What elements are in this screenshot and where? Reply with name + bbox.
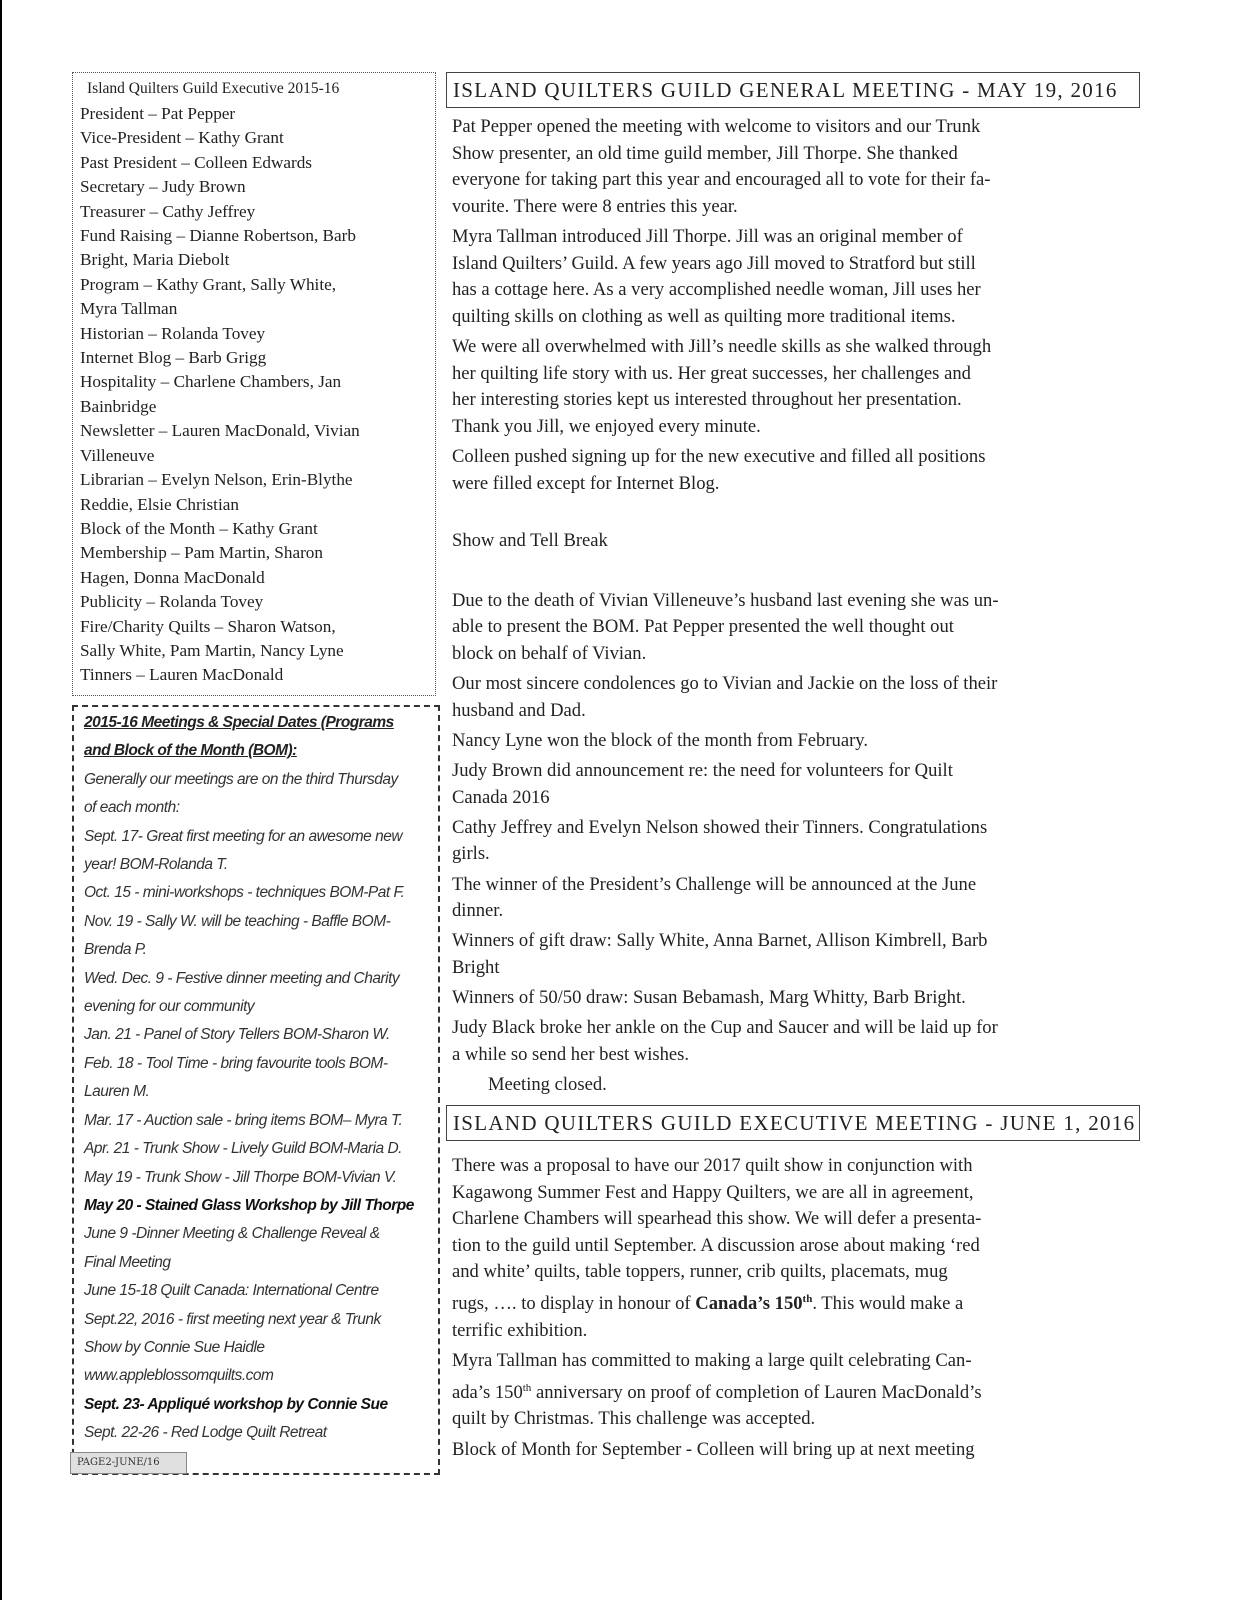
page-left-border: [0, 0, 2, 1600]
paragraph-line: The winner of the President’s Challenge will be announced at the June: [452, 873, 977, 895]
executive-list: [80, 102, 429, 688]
executive-title: Island Quilters Guild Executive 2015-16: [87, 80, 340, 97]
paragraph: [452, 758, 1142, 811]
executive-role-line: Newsletter – Lauren MacDonald, Vivian: [80, 421, 360, 441]
date-entry: Apr. 21 - Trunk Show - Lively Guild BOM-Maria D.: [84, 1140, 402, 1158]
date-entry-highlight: Sept. 23- Appliqué workshop by Connie Sue: [84, 1395, 388, 1413]
date-entry: Sept.22, 2016 - first meeting next year & Trunk: [84, 1310, 381, 1328]
paragraph-line: Myra Tallman introduced Jill Thorpe. Jill was an original member of: [452, 225, 963, 247]
paragraph: [452, 671, 1142, 724]
date-entry: Final Meeting: [84, 1253, 171, 1271]
paragraph-line: her interesting stories kept us interested throughout her presentation.: [452, 389, 962, 411]
general-meeting-body: [452, 114, 1142, 1099]
executive-role-line: Treasurer – Cathy Jeffrey: [80, 201, 256, 221]
executive-role-line: Program – Kathy Grant, Sally White,: [80, 274, 337, 294]
paragraph-line: Colleen pushed signing up for the new executive and filled all positions: [452, 445, 986, 467]
executive-role-line: Hagen, Donna MacDonald: [80, 567, 265, 587]
text-run: ada’s 150: [452, 1381, 523, 1403]
paragraph-line: a while so send her best wishes.: [452, 1043, 690, 1065]
paragraph-line: husband and Dad.: [452, 699, 586, 721]
general-meeting-heading: ISLAND QUILTERS GUILD GENERAL MEETING - MAY 19, 2016: [446, 72, 1140, 108]
date-entry: Feb. 18 - Tool Time - bring favourite tools BOM-: [84, 1054, 388, 1072]
executive-role-line: Vice-President – Kathy Grant: [80, 128, 284, 148]
superscript: th: [522, 1381, 532, 1394]
executive-role-line: Villeneuve: [80, 445, 155, 465]
executive-meeting-heading: ISLAND QUILTERS GUILD EXECUTIVE MEETING - JUNE 1, 2016: [446, 1105, 1140, 1141]
date-entry: Sept. 17- Great first meeting for an awesome new: [84, 827, 403, 845]
page-number-label: PAGE2-JUNE/16: [70, 1452, 187, 1474]
paragraph-line: girls.: [452, 843, 490, 865]
executive-role-line: Fund Raising – Dianne Robertson, Barb: [80, 226, 356, 246]
executive-role-line: Sally White, Pam Martin, Nancy Lyne: [80, 640, 344, 660]
paragraph: [452, 114, 1142, 220]
paragraph-line: Judy Black broke her ankle on the Cup and Saucer and will be laid up for: [452, 1017, 998, 1039]
paragraph: [452, 815, 1142, 868]
paragraph-line: Winners of 50/50 draw: Susan Bebamash, Marg Whitty, Barb Bright.: [452, 987, 966, 1009]
paragraph-line: Show presenter, an old time guild member, Jill Thorpe. She thanked: [452, 142, 958, 164]
paragraph-line: Kagawong Summer Fest and Happy Quilters, we are all in agreement,: [452, 1181, 974, 1203]
paragraph-line: Bright: [452, 956, 500, 978]
paragraph-line: her quilting life story with us. Her great successes, her challenges and: [452, 362, 971, 384]
executive-role-line: Fire/Charity Quilts – Sharon Watson,: [80, 616, 336, 636]
paragraph-line: Block of Month for September - Colleen will bring up at next meeting: [452, 1438, 975, 1460]
dates-list: [84, 766, 432, 1192]
date-entry: www.appleblossomquilts.com: [84, 1367, 274, 1385]
executive-list-box: [72, 72, 436, 696]
date-entry: Lauren M.: [84, 1083, 150, 1101]
date-entry: Mar. 17 - Auction sale - bring items BOM– Myra T.: [84, 1111, 403, 1129]
paragraph-line: Judy Brown did announcement re: the need for volunteers for Quilt: [452, 760, 953, 782]
date-entry: Oct. 15 - mini-workshops - techniques BOM-Pat F.: [84, 884, 405, 902]
paragraph-line: Due to the death of Vivian Villeneuve’s husband last evening she was un-: [452, 589, 999, 611]
date-entry: Jan. 21 - Panel of Story Tellers BOM-Sharon W.: [84, 1026, 390, 1044]
paragraph: [452, 928, 1142, 981]
dates-heading-line: and Block of the Month (BOM):: [84, 742, 297, 760]
executive-role-line: Block of the Month – Kathy Grant: [80, 518, 318, 538]
text-run: rugs, …. to display in honour of: [452, 1293, 696, 1315]
date-entry: June 9 -Dinner Meeting & Challenge Reveal &: [84, 1225, 380, 1243]
executive-role-line: Bainbridge: [80, 396, 157, 416]
dates-heading-line: 2015-16 Meetings & Special Dates (Programs: [84, 714, 394, 731]
paragraph-line: quilt by Christmas. This challenge was accepted.: [452, 1408, 816, 1430]
executive-role-line: Publicity – Rolanda Tovey: [80, 592, 264, 612]
paragraph-line: We were all overwhelmed with Jill’s needle skills as she walked through: [452, 335, 992, 357]
paragraph-line: Island Quilters’ Guild. A few years ago Jill moved to Stratford but still: [452, 252, 976, 274]
paragraph: [452, 334, 1142, 440]
meeting-dates-box: [72, 705, 440, 1475]
paragraph-line: Nancy Lyne won the block of the month from February.: [452, 729, 869, 751]
paragraph-line: Our most sincere condolences go to Vivian and Jackie on the loss of their: [452, 673, 998, 695]
dates-list-continued: [84, 1220, 432, 1390]
paragraph-line: quilting skills on clothing as well as quilting more traditional items.: [452, 305, 956, 327]
paragraph-line: were filled except for Internet Blog.: [452, 472, 720, 494]
paragraph: [452, 872, 1142, 925]
paragraph-line: Thank you Jill, we enjoyed every minute.: [452, 415, 761, 437]
executive-role-line: Historian – Rolanda Tovey: [80, 323, 266, 343]
paragraph-line: Charlene Chambers will spearhead this show. We will defer a presenta-: [452, 1208, 982, 1230]
paragraph: [452, 1153, 1142, 1344]
paragraph: [452, 1348, 1142, 1433]
date-entry: Nov. 19 - Sally W. will be teaching - Baffle BOM-: [84, 912, 391, 930]
paragraph: [452, 444, 1142, 497]
paragraph: [452, 588, 1142, 668]
paragraph-line: Canada 2016: [452, 786, 550, 808]
executive-role-line: Reddie, Elsie Christian: [80, 494, 239, 514]
paragraph-line: Cathy Jeffrey and Evelyn Nelson showed their Tinners. Congratulations: [452, 816, 988, 838]
text-run: . This would make a: [812, 1293, 964, 1315]
date-entry: Generally our meetings are on the third Thursday: [84, 770, 398, 788]
executive-role-line: President – Pat Pepper: [80, 104, 236, 123]
paragraph-line: Pat Pepper opened the meeting with welcome to visitors and our Trunk: [452, 116, 981, 137]
paragraph-line: dinner.: [452, 900, 504, 922]
paragraph-line: terrific exhibition.: [452, 1319, 588, 1341]
executive-role-line: Myra Tallman: [80, 299, 178, 319]
paragraph-line: vourite. There were 8 entries this year.: [452, 195, 738, 217]
paragraph-line: There was a proposal to have our 2017 quilt show in conjunction with: [452, 1155, 973, 1176]
date-entry: May 19 - Trunk Show - Jill Thorpe BOM-Vivian V.: [84, 1168, 397, 1186]
date-entry: Brenda P.: [84, 941, 147, 959]
date-entry: evening for our community: [84, 998, 255, 1016]
executive-role-line: Internet Blog – Barb Grigg: [80, 348, 267, 368]
executive-role-line: Bright, Maria Diebolt: [80, 250, 230, 270]
text-run: anniversary on proof of completion of Lauren MacDonald’s: [531, 1381, 982, 1403]
paragraph-line: block on behalf of Vivian.: [452, 642, 647, 664]
paragraph-line: Winners of gift draw: Sally White, Anna Barnet, Allison Kimbrell, Barb: [452, 930, 988, 952]
date-entry: Sept. 22-26 - Red Lodge Quilt Retreat: [84, 1424, 327, 1442]
executive-role-line: Membership – Pam Martin, Sharon: [80, 543, 323, 563]
paragraph-line: has a cottage here. As a very accomplished needle woman, Jill uses her: [452, 279, 981, 301]
paragraph: [452, 985, 1142, 1012]
paragraph-line: Myra Tallman has committed to making a large quilt celebrating Can-: [452, 1349, 972, 1371]
canada-150-emphasis: Canada’s 150: [695, 1293, 803, 1315]
meeting-closed-line: Meeting closed.: [488, 1074, 607, 1096]
paragraph-line: everyone for taking part this year and encouraged all to vote for their fa-: [452, 169, 991, 191]
paragraph-line: [452, 1375, 1142, 1407]
paragraph: [452, 224, 1142, 330]
paragraph-line: and white’ quilts, table toppers, runner, crib quilts, placemats, mug: [452, 1261, 948, 1283]
paragraph-line: able to present the BOM. Pat Pepper presented the well thought out: [452, 616, 954, 638]
executive-role-line: Past President – Colleen Edwards: [80, 152, 312, 172]
executive-role-line: Hospitality – Charlene Chambers, Jan: [80, 372, 342, 392]
show-and-tell-line: Show and Tell Break: [452, 530, 608, 552]
executive-role-line: Secretary – Judy Brown: [80, 177, 246, 197]
executive-role-line: Tinners – Lauren MacDonald: [80, 665, 284, 685]
date-entry: of each month:: [84, 799, 180, 817]
paragraph-line: [452, 1286, 1142, 1318]
paragraph-lines: [452, 1153, 1142, 1286]
date-entry: June 15-18 Quilt Canada: International Centre: [84, 1282, 379, 1300]
paragraph: [452, 728, 1142, 755]
executive-role-line: Librarian – Evelyn Nelson, Erin-Blythe: [80, 470, 353, 490]
paragraph: [452, 1015, 1142, 1068]
date-entry: Show by Connie Sue Haidle: [84, 1338, 265, 1356]
date-entry: year! BOM-Rolanda T.: [84, 856, 228, 874]
superscript: th: [802, 1292, 813, 1305]
executive-meeting-body: [452, 1153, 1142, 1463]
date-entry-highlight: May 20 - Stained Glass Workshop by Jill Thorpe: [84, 1196, 414, 1214]
paragraph-line: tion to the guild until September. A discussion arose about making ‘red: [452, 1234, 980, 1256]
date-entry: Wed. Dec. 9 - Festive dinner meeting and Charity: [84, 969, 400, 987]
